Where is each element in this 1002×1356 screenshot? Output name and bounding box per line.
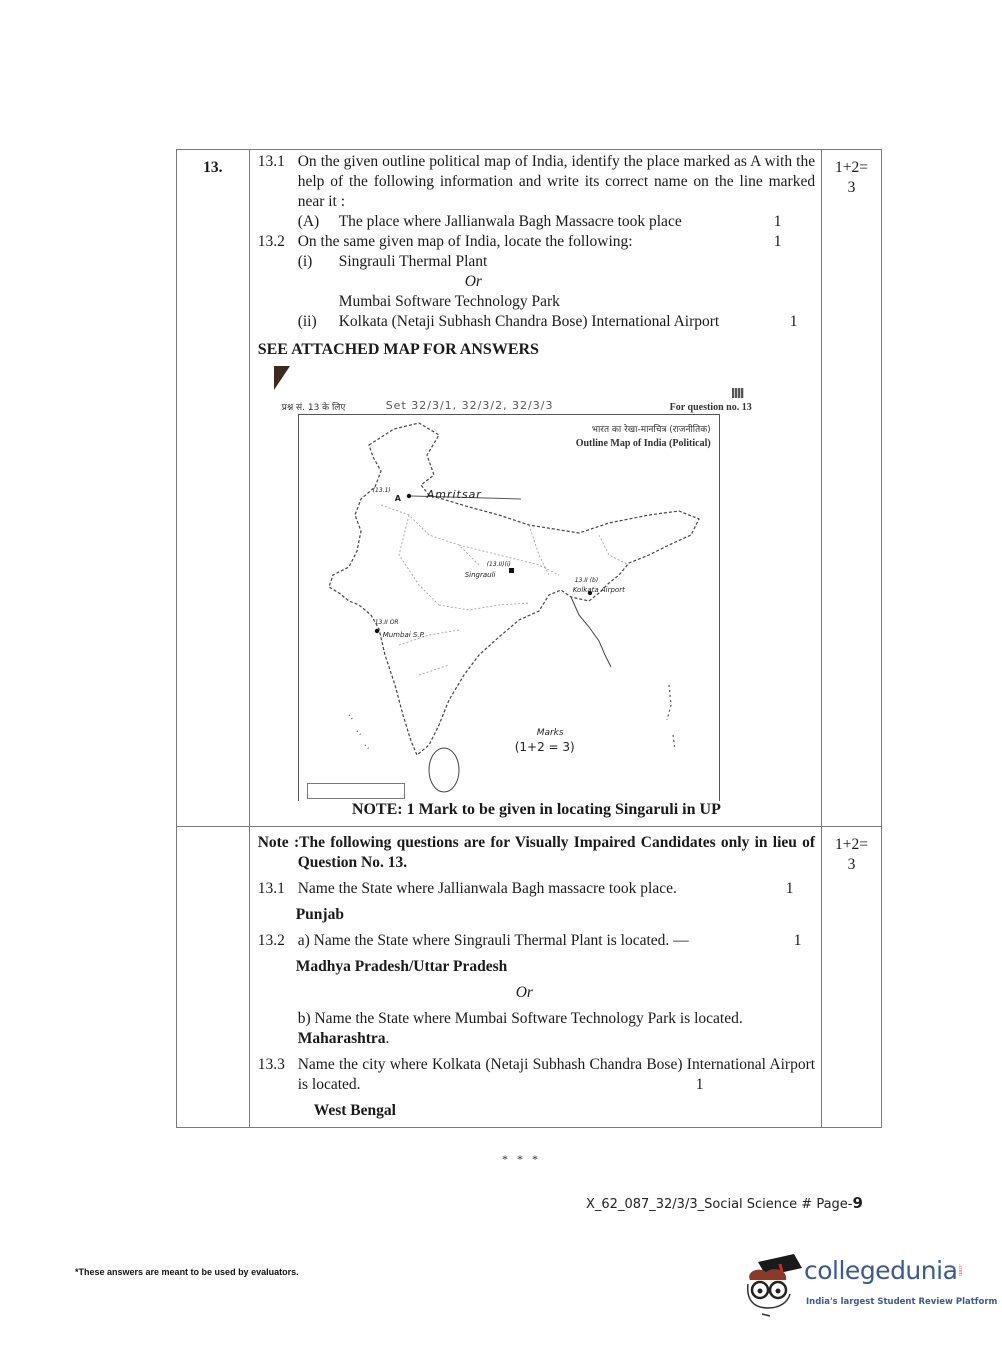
collegedunia-logo: collegedunia .com India's largest Student Review Platform <box>744 1250 974 1320</box>
marker-a: A <box>394 494 401 503</box>
mark-value: 1 <box>785 880 794 897</box>
vi-q13-2: 13.2 a) Name the State where Singrauli Thermal Plant is located. — 1 <box>257 932 802 949</box>
marking-note: NOTE: 1 Mark to be given in locating Singaruli in UP <box>351 801 721 818</box>
q13-2-item-i: (i) Singrauli Thermal Plant <box>297 253 488 270</box>
vi-section-row <box>177 827 882 1128</box>
qr-code-icon <box>732 388 744 398</box>
vi-q13-1: 13.1 Name the State where Jallianwala Bagh massacre took place. 1 <box>257 880 794 897</box>
handwritten-set: Set 32/3/1, 32/3/2, 32/3/3 <box>385 399 554 412</box>
india-outline-map <box>299 415 719 801</box>
page-footer-id: X_62_087_32/3/3_Social Science # Page-9 <box>586 1194 863 1212</box>
mark-value: 1 <box>773 213 782 230</box>
q13-2-item-ii: (ii) Kolkata (Netaji Subhash Chandra Bose) International Airport 1 <box>297 313 798 330</box>
vi-q13-3: 13.3 Name the city where Kolkata (Netaji Subhash Chandra Bose) International Airport is located. 1 <box>257 1056 816 1093</box>
mascot-icon <box>744 1250 804 1320</box>
east-coast-line <box>571 597 611 667</box>
map-title: भारत का रेखा-मानचित्र (राजनीतिक) Outline Map of India (Political) <box>575 425 711 449</box>
vi-answer-13-3: West Bengal <box>313 1102 396 1119</box>
map-marks: (1+2 = 3) <box>514 740 575 754</box>
answer-table <box>176 149 882 1128</box>
logo-tagline: India's largest Student Review Platform <box>806 1297 998 1307</box>
vi-q13-2b: b) Name the State where Mumbai Software Technology Park is located. <box>297 1010 743 1027</box>
vi-answer-13-2a: Madhya Pradesh/Uttar Pradesh <box>295 958 508 975</box>
question-body <box>249 150 821 827</box>
india-border-outline <box>329 423 699 755</box>
q13-2: 13.2 On the same given map of India, locate the following: 1 <box>257 233 782 250</box>
q13-1: 13.1 On the given outline political map of India, identify the place marked as A with the help of the following information and write its correct name on the line marked near it : <box>257 153 816 210</box>
vi-total-marks: 1+2= 3 <box>822 827 882 1128</box>
vi-answer-13-2b: Maharashtra. <box>297 1030 390 1047</box>
andaman-islands <box>667 685 675 750</box>
evaluator-disclaimer: *These answers are meant to be used by evaluators. <box>75 1267 299 1277</box>
answer-amritsar: Amritsar <box>426 488 482 501</box>
empty-cell <box>177 827 250 1128</box>
end-stars: * * * <box>502 1152 541 1166</box>
vi-or-separator: Or <box>515 984 533 1001</box>
page-number: 9 <box>852 1194 863 1212</box>
or-separator: Or <box>464 273 482 290</box>
amritsar-point <box>407 494 411 498</box>
vi-note: Note :The following questions are for Visually Impaired Candidates only in lieu of Question No. 13. <box>257 834 816 871</box>
map-answer-image: प्रश्न सं. 13 के लिए Set 32/3/1, 32/3/2, 32/3/3 For question no. 13 भारत का रेखा-मानचित्र (राजनीतिक) Outline Map of India (Political) (13.1) A Amritsar (13.II)(i) Singrauli 13.II (b) Kolkata Airport 13.II OR Mumbai S.P. Marks (1+2 = 3) <box>258 364 758 794</box>
vi-answer-13-1: Punjab <box>295 906 344 923</box>
mark-value: 1 <box>695 1076 704 1093</box>
mark-value: 1 <box>793 932 802 949</box>
answer-singrauli: Singrauli <box>464 571 496 579</box>
q13-1-option-a: (A) The place where Jallianwala Bagh Massacre took place 1 <box>297 213 782 230</box>
total-marks: 1+2= 3 <box>822 150 882 827</box>
sri-lanka-outline <box>429 748 459 792</box>
lakshadweep-islands <box>349 715 369 749</box>
map-scale-bar <box>307 783 405 799</box>
see-map-heading: SEE ATTACHED MAP FOR ANSWERS <box>257 341 539 358</box>
corner-mark-icon <box>274 366 290 390</box>
vi-section-body <box>249 827 821 1128</box>
logo-text: collegedunia <box>804 1256 958 1285</box>
answer-kolkata: Kolkata Airport <box>572 586 625 594</box>
question-13-row <box>177 150 882 827</box>
question-number: 13. <box>177 150 250 827</box>
answer-mumbai: Mumbai S.P. <box>382 631 426 639</box>
map-frame: भारत का रेखा-मानचित्र (राजनीतिक) Outline Map of India (Political) (13.1) A Amritsar (13.II)(i) Singrauli 13.II (b) Kolkata Airport 13.II OR Mumbai S.P. Marks (1+2 = 3) <box>298 414 720 801</box>
mark-value: 1 <box>773 233 782 250</box>
q13-2-item-or: Mumbai Software Technology Park <box>338 293 560 310</box>
mark-value: 1 <box>789 313 798 330</box>
